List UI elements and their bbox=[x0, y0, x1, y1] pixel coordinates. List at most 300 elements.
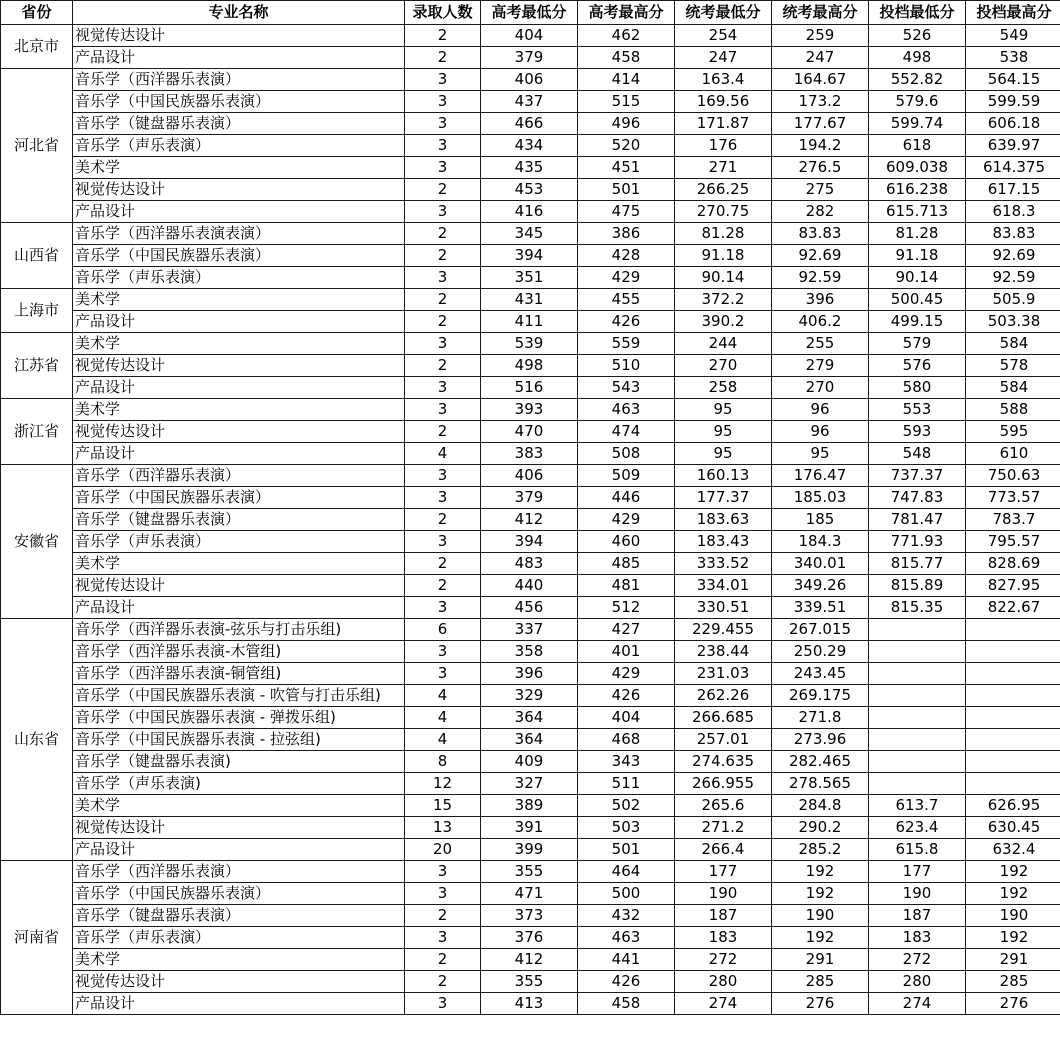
admitted-count-cell: 2 bbox=[405, 25, 481, 47]
table-row bbox=[1, 91, 1060, 113]
major-name-cell: 音乐学（键盘器乐表演） bbox=[73, 509, 405, 531]
table-row bbox=[1, 883, 1060, 905]
province-cell: 安徽省 bbox=[1, 465, 73, 619]
admitted-count-cell: 3 bbox=[405, 113, 481, 135]
admitted-count-cell: 2 bbox=[405, 421, 481, 443]
table-row bbox=[1, 817, 1060, 839]
table-row bbox=[1, 399, 1060, 421]
gaokao-max-cell: 501 bbox=[578, 839, 675, 861]
filing-min-cell bbox=[869, 619, 966, 641]
unified-min-cell: 270.75 bbox=[675, 201, 772, 223]
gaokao-min-cell: 412 bbox=[481, 949, 578, 971]
admitted-count-cell: 6 bbox=[405, 619, 481, 641]
admitted-count-cell: 3 bbox=[405, 927, 481, 949]
filing-min-cell: 177 bbox=[869, 861, 966, 883]
unified-max-cell: 96 bbox=[772, 421, 869, 443]
gaokao-min-cell: 373 bbox=[481, 905, 578, 927]
unified-max-cell: 273.96 bbox=[772, 729, 869, 751]
unified-max-cell: 243.45 bbox=[772, 663, 869, 685]
gaokao-min-cell: 435 bbox=[481, 157, 578, 179]
unified-max-cell: 340.01 bbox=[772, 553, 869, 575]
filing-min-cell: 593 bbox=[869, 421, 966, 443]
unified-min-cell: 266.25 bbox=[675, 179, 772, 201]
major-name-cell: 音乐学（西洋器乐表演） bbox=[73, 465, 405, 487]
gaokao-min-cell: 404 bbox=[481, 25, 578, 47]
unified-max-cell: 270 bbox=[772, 377, 869, 399]
major-name-cell: 音乐学（中国民族器乐表演） bbox=[73, 245, 405, 267]
admitted-count-cell: 3 bbox=[405, 135, 481, 157]
filing-max-cell: 783.7 bbox=[966, 509, 1060, 531]
gaokao-max-cell: 509 bbox=[578, 465, 675, 487]
gaokao-min-cell: 470 bbox=[481, 421, 578, 443]
major-name-cell: 视觉传达设计 bbox=[73, 421, 405, 443]
filing-min-cell: 272 bbox=[869, 949, 966, 971]
filing-min-cell: 90.14 bbox=[869, 267, 966, 289]
filing-min-cell: 580 bbox=[869, 377, 966, 399]
filing-max-cell: 632.4 bbox=[966, 839, 1060, 861]
admitted-count-cell: 2 bbox=[405, 289, 481, 311]
header-admitted-count: 录取人数 bbox=[405, 1, 481, 25]
unified-max-cell: 285.2 bbox=[772, 839, 869, 861]
gaokao-max-cell: 475 bbox=[578, 201, 675, 223]
table-row bbox=[1, 223, 1060, 245]
table-row bbox=[1, 201, 1060, 223]
admitted-count-cell: 2 bbox=[405, 949, 481, 971]
unified-max-cell: 192 bbox=[772, 927, 869, 949]
unified-max-cell: 185.03 bbox=[772, 487, 869, 509]
gaokao-max-cell: 426 bbox=[578, 685, 675, 707]
gaokao-max-cell: 429 bbox=[578, 267, 675, 289]
table-row bbox=[1, 465, 1060, 487]
admitted-count-cell: 2 bbox=[405, 223, 481, 245]
admitted-count-cell: 3 bbox=[405, 487, 481, 509]
unified-max-cell: 406.2 bbox=[772, 311, 869, 333]
unified-max-cell: 190 bbox=[772, 905, 869, 927]
table-row bbox=[1, 729, 1060, 751]
admitted-count-cell: 2 bbox=[405, 311, 481, 333]
table-row bbox=[1, 575, 1060, 597]
unified-max-cell: 92.69 bbox=[772, 245, 869, 267]
gaokao-min-cell: 539 bbox=[481, 333, 578, 355]
gaokao-max-cell: 460 bbox=[578, 531, 675, 553]
gaokao-max-cell: 451 bbox=[578, 157, 675, 179]
gaokao-min-cell: 413 bbox=[481, 993, 578, 1015]
unified-min-cell: 176 bbox=[675, 135, 772, 157]
filing-max-cell: 564.15 bbox=[966, 69, 1060, 91]
gaokao-max-cell: 428 bbox=[578, 245, 675, 267]
unified-max-cell: 276 bbox=[772, 993, 869, 1015]
admitted-count-cell: 4 bbox=[405, 443, 481, 465]
province-cell: 河南省 bbox=[1, 861, 73, 1015]
filing-max-cell: 549 bbox=[966, 25, 1060, 47]
gaokao-min-cell: 399 bbox=[481, 839, 578, 861]
filing-min-cell: 498 bbox=[869, 47, 966, 69]
major-name-cell: 产品设计 bbox=[73, 597, 405, 619]
filing-min-cell bbox=[869, 751, 966, 773]
filing-max-cell: 822.67 bbox=[966, 597, 1060, 619]
gaokao-min-cell: 411 bbox=[481, 311, 578, 333]
admitted-count-cell: 3 bbox=[405, 377, 481, 399]
unified-min-cell: 274.635 bbox=[675, 751, 772, 773]
admitted-count-cell: 3 bbox=[405, 663, 481, 685]
filing-max-cell: 610 bbox=[966, 443, 1060, 465]
gaokao-min-cell: 364 bbox=[481, 729, 578, 751]
major-name-cell: 音乐学（中国民族器乐表演） bbox=[73, 91, 405, 113]
major-name-cell: 音乐学（中国民族器乐表演 - 拉弦组) bbox=[73, 729, 405, 751]
admitted-count-cell: 3 bbox=[405, 531, 481, 553]
unified-min-cell: 330.51 bbox=[675, 597, 772, 619]
unified-min-cell: 190 bbox=[675, 883, 772, 905]
admitted-count-cell: 2 bbox=[405, 179, 481, 201]
table-row bbox=[1, 531, 1060, 553]
major-name-cell: 音乐学（西洋器乐表演-铜管组) bbox=[73, 663, 405, 685]
filing-min-cell bbox=[869, 773, 966, 795]
table-row bbox=[1, 47, 1060, 69]
filing-max-cell: 827.95 bbox=[966, 575, 1060, 597]
filing-min-cell bbox=[869, 663, 966, 685]
filing-max-cell: 190 bbox=[966, 905, 1060, 927]
table-row bbox=[1, 553, 1060, 575]
unified-min-cell: 266.685 bbox=[675, 707, 772, 729]
unified-min-cell: 266.4 bbox=[675, 839, 772, 861]
gaokao-min-cell: 327 bbox=[481, 773, 578, 795]
table-row bbox=[1, 619, 1060, 641]
admitted-count-cell: 2 bbox=[405, 509, 481, 531]
major-name-cell: 视觉传达设计 bbox=[73, 25, 405, 47]
unified-max-cell: 185 bbox=[772, 509, 869, 531]
filing-max-cell bbox=[966, 729, 1060, 751]
unified-min-cell: 183.43 bbox=[675, 531, 772, 553]
table-row bbox=[1, 333, 1060, 355]
province-cell: 浙江省 bbox=[1, 399, 73, 465]
gaokao-max-cell: 501 bbox=[578, 179, 675, 201]
unified-max-cell: 83.83 bbox=[772, 223, 869, 245]
admitted-count-cell: 2 bbox=[405, 355, 481, 377]
table-row bbox=[1, 839, 1060, 861]
table-row bbox=[1, 993, 1060, 1015]
gaokao-max-cell: 543 bbox=[578, 377, 675, 399]
filing-max-cell: 285 bbox=[966, 971, 1060, 993]
gaokao-min-cell: 379 bbox=[481, 47, 578, 69]
major-name-cell: 音乐学（西洋器乐表演表演） bbox=[73, 223, 405, 245]
unified-min-cell: 274 bbox=[675, 993, 772, 1015]
filing-min-cell: 499.15 bbox=[869, 311, 966, 333]
admitted-count-cell: 3 bbox=[405, 91, 481, 113]
gaokao-max-cell: 485 bbox=[578, 553, 675, 575]
unified-max-cell: 282.465 bbox=[772, 751, 869, 773]
gaokao-max-cell: 481 bbox=[578, 575, 675, 597]
filing-min-cell: 599.74 bbox=[869, 113, 966, 135]
unified-max-cell: 291 bbox=[772, 949, 869, 971]
filing-max-cell: 599.59 bbox=[966, 91, 1060, 113]
table-row bbox=[1, 949, 1060, 971]
gaokao-min-cell: 471 bbox=[481, 883, 578, 905]
unified-min-cell: 171.87 bbox=[675, 113, 772, 135]
gaokao-min-cell: 431 bbox=[481, 289, 578, 311]
filing-min-cell bbox=[869, 707, 966, 729]
filing-min-cell: 579.6 bbox=[869, 91, 966, 113]
gaokao-max-cell: 404 bbox=[578, 707, 675, 729]
admitted-count-cell: 20 bbox=[405, 839, 481, 861]
admitted-count-cell: 3 bbox=[405, 157, 481, 179]
gaokao-min-cell: 396 bbox=[481, 663, 578, 685]
unified-max-cell: 177.67 bbox=[772, 113, 869, 135]
province-cell: 山东省 bbox=[1, 619, 73, 861]
filing-max-cell: 614.375 bbox=[966, 157, 1060, 179]
province-cell: 山西省 bbox=[1, 223, 73, 289]
table-row bbox=[1, 377, 1060, 399]
major-name-cell: 音乐学（中国民族器乐表演） bbox=[73, 487, 405, 509]
filing-max-cell: 626.95 bbox=[966, 795, 1060, 817]
table-row bbox=[1, 685, 1060, 707]
filing-max-cell bbox=[966, 685, 1060, 707]
unified-min-cell: 262.26 bbox=[675, 685, 772, 707]
filing-min-cell: 500.45 bbox=[869, 289, 966, 311]
unified-max-cell: 184.3 bbox=[772, 531, 869, 553]
unified-min-cell: 95 bbox=[675, 421, 772, 443]
unified-min-cell: 163.4 bbox=[675, 69, 772, 91]
major-name-cell: 音乐学（中国民族器乐表演 - 吹管与打击乐组) bbox=[73, 685, 405, 707]
filing-min-cell: 747.83 bbox=[869, 487, 966, 509]
table-row bbox=[1, 245, 1060, 267]
gaokao-min-cell: 440 bbox=[481, 575, 578, 597]
major-name-cell: 产品设计 bbox=[73, 201, 405, 223]
filing-max-cell: 617.15 bbox=[966, 179, 1060, 201]
gaokao-min-cell: 466 bbox=[481, 113, 578, 135]
admitted-count-cell: 3 bbox=[405, 201, 481, 223]
unified-min-cell: 270 bbox=[675, 355, 772, 377]
header-filing-min: 投档最低分 bbox=[869, 1, 966, 25]
gaokao-max-cell: 414 bbox=[578, 69, 675, 91]
unified-max-cell: 271.8 bbox=[772, 707, 869, 729]
major-name-cell: 音乐学（西洋器乐表演-弦乐与打击乐组) bbox=[73, 619, 405, 641]
unified-max-cell: 290.2 bbox=[772, 817, 869, 839]
filing-min-cell bbox=[869, 729, 966, 751]
table-row bbox=[1, 971, 1060, 993]
major-name-cell: 美术学 bbox=[73, 553, 405, 575]
admitted-count-cell: 4 bbox=[405, 729, 481, 751]
filing-max-cell: 773.57 bbox=[966, 487, 1060, 509]
unified-max-cell: 194.2 bbox=[772, 135, 869, 157]
filing-max-cell bbox=[966, 773, 1060, 795]
filing-min-cell: 815.35 bbox=[869, 597, 966, 619]
gaokao-min-cell: 409 bbox=[481, 751, 578, 773]
unified-max-cell: 92.59 bbox=[772, 267, 869, 289]
gaokao-max-cell: 386 bbox=[578, 223, 675, 245]
gaokao-max-cell: 515 bbox=[578, 91, 675, 113]
major-name-cell: 产品设计 bbox=[73, 377, 405, 399]
gaokao-max-cell: 432 bbox=[578, 905, 675, 927]
header-gaokao-max: 高考最高分 bbox=[578, 1, 675, 25]
unified-min-cell: 231.03 bbox=[675, 663, 772, 685]
filing-max-cell: 92.59 bbox=[966, 267, 1060, 289]
admitted-count-cell: 2 bbox=[405, 553, 481, 575]
unified-max-cell: 275 bbox=[772, 179, 869, 201]
gaokao-min-cell: 434 bbox=[481, 135, 578, 157]
filing-min-cell: 274 bbox=[869, 993, 966, 1015]
admitted-count-cell: 2 bbox=[405, 245, 481, 267]
gaokao-min-cell: 416 bbox=[481, 201, 578, 223]
unified-min-cell: 187 bbox=[675, 905, 772, 927]
header-unified-max: 统考最高分 bbox=[772, 1, 869, 25]
filing-max-cell: 584 bbox=[966, 333, 1060, 355]
gaokao-min-cell: 394 bbox=[481, 245, 578, 267]
table-row bbox=[1, 69, 1060, 91]
filing-max-cell bbox=[966, 619, 1060, 641]
filing-max-cell bbox=[966, 641, 1060, 663]
table-row bbox=[1, 443, 1060, 465]
table-row bbox=[1, 25, 1060, 47]
table-row bbox=[1, 751, 1060, 773]
table-row bbox=[1, 927, 1060, 949]
unified-max-cell: 192 bbox=[772, 883, 869, 905]
header-row bbox=[1, 1, 1060, 25]
filing-max-cell bbox=[966, 707, 1060, 729]
table-row bbox=[1, 267, 1060, 289]
gaokao-max-cell: 429 bbox=[578, 663, 675, 685]
unified-max-cell: 164.67 bbox=[772, 69, 869, 91]
admitted-count-cell: 3 bbox=[405, 465, 481, 487]
gaokao-min-cell: 516 bbox=[481, 377, 578, 399]
unified-min-cell: 183 bbox=[675, 927, 772, 949]
gaokao-min-cell: 383 bbox=[481, 443, 578, 465]
filing-max-cell: 538 bbox=[966, 47, 1060, 69]
unified-min-cell: 177.37 bbox=[675, 487, 772, 509]
major-name-cell: 视觉传达设计 bbox=[73, 179, 405, 201]
unified-min-cell: 334.01 bbox=[675, 575, 772, 597]
admitted-count-cell: 2 bbox=[405, 905, 481, 927]
major-name-cell: 音乐学（西洋器乐表演） bbox=[73, 69, 405, 91]
major-name-cell: 音乐学（西洋器乐表演-木管组) bbox=[73, 641, 405, 663]
filing-min-cell: 548 bbox=[869, 443, 966, 465]
unified-max-cell: 247 bbox=[772, 47, 869, 69]
table-row bbox=[1, 641, 1060, 663]
filing-min-cell: 609.038 bbox=[869, 157, 966, 179]
major-name-cell: 产品设计 bbox=[73, 311, 405, 333]
admitted-count-cell: 4 bbox=[405, 707, 481, 729]
filing-min-cell: 576 bbox=[869, 355, 966, 377]
unified-max-cell: 95 bbox=[772, 443, 869, 465]
table-row bbox=[1, 861, 1060, 883]
major-name-cell: 美术学 bbox=[73, 289, 405, 311]
unified-min-cell: 169.56 bbox=[675, 91, 772, 113]
gaokao-max-cell: 455 bbox=[578, 289, 675, 311]
unified-max-cell: 276.5 bbox=[772, 157, 869, 179]
unified-max-cell: 285 bbox=[772, 971, 869, 993]
filing-min-cell: 781.47 bbox=[869, 509, 966, 531]
gaokao-min-cell: 391 bbox=[481, 817, 578, 839]
major-name-cell: 美术学 bbox=[73, 157, 405, 179]
major-name-cell: 美术学 bbox=[73, 795, 405, 817]
gaokao-min-cell: 355 bbox=[481, 971, 578, 993]
major-name-cell: 音乐学（中国民族器乐表演） bbox=[73, 883, 405, 905]
filing-min-cell: 771.93 bbox=[869, 531, 966, 553]
gaokao-max-cell: 446 bbox=[578, 487, 675, 509]
unified-max-cell: 349.26 bbox=[772, 575, 869, 597]
admitted-count-cell: 3 bbox=[405, 597, 481, 619]
table-row bbox=[1, 289, 1060, 311]
unified-max-cell: 259 bbox=[772, 25, 869, 47]
table-row bbox=[1, 311, 1060, 333]
table-row bbox=[1, 355, 1060, 377]
filing-max-cell bbox=[966, 751, 1060, 773]
gaokao-max-cell: 502 bbox=[578, 795, 675, 817]
gaokao-max-cell: 500 bbox=[578, 883, 675, 905]
unified-min-cell: 333.52 bbox=[675, 553, 772, 575]
unified-max-cell: 284.8 bbox=[772, 795, 869, 817]
province-cell: 江苏省 bbox=[1, 333, 73, 399]
major-name-cell: 音乐学（声乐表演） bbox=[73, 531, 405, 553]
gaokao-max-cell: 508 bbox=[578, 443, 675, 465]
gaokao-max-cell: 468 bbox=[578, 729, 675, 751]
unified-min-cell: 81.28 bbox=[675, 223, 772, 245]
filing-max-cell: 828.69 bbox=[966, 553, 1060, 575]
gaokao-min-cell: 437 bbox=[481, 91, 578, 113]
gaokao-max-cell: 426 bbox=[578, 311, 675, 333]
gaokao-max-cell: 463 bbox=[578, 927, 675, 949]
unified-min-cell: 265.6 bbox=[675, 795, 772, 817]
filing-max-cell: 588 bbox=[966, 399, 1060, 421]
admitted-count-cell: 3 bbox=[405, 993, 481, 1015]
unified-max-cell: 267.015 bbox=[772, 619, 869, 641]
filing-max-cell: 192 bbox=[966, 861, 1060, 883]
table-row bbox=[1, 157, 1060, 179]
filing-max-cell: 795.57 bbox=[966, 531, 1060, 553]
table-row bbox=[1, 597, 1060, 619]
gaokao-max-cell: 503 bbox=[578, 817, 675, 839]
unified-max-cell: 282 bbox=[772, 201, 869, 223]
filing-min-cell bbox=[869, 685, 966, 707]
unified-max-cell: 396 bbox=[772, 289, 869, 311]
filing-min-cell: 615.713 bbox=[869, 201, 966, 223]
gaokao-min-cell: 453 bbox=[481, 179, 578, 201]
filing-max-cell: 639.97 bbox=[966, 135, 1060, 157]
filing-max-cell: 276 bbox=[966, 993, 1060, 1015]
gaokao-min-cell: 337 bbox=[481, 619, 578, 641]
gaokao-max-cell: 464 bbox=[578, 861, 675, 883]
filing-min-cell: 183 bbox=[869, 927, 966, 949]
filing-min-cell: 579 bbox=[869, 333, 966, 355]
table-row bbox=[1, 707, 1060, 729]
admitted-count-cell: 13 bbox=[405, 817, 481, 839]
unified-min-cell: 254 bbox=[675, 25, 772, 47]
gaokao-min-cell: 355 bbox=[481, 861, 578, 883]
admitted-count-cell: 2 bbox=[405, 971, 481, 993]
gaokao-min-cell: 498 bbox=[481, 355, 578, 377]
admitted-count-cell: 12 bbox=[405, 773, 481, 795]
filing-max-cell: 503.38 bbox=[966, 311, 1060, 333]
unified-min-cell: 272 bbox=[675, 949, 772, 971]
major-name-cell: 美术学 bbox=[73, 949, 405, 971]
filing-min-cell: 190 bbox=[869, 883, 966, 905]
header-major: 专业名称 bbox=[73, 1, 405, 25]
filing-max-cell: 92.69 bbox=[966, 245, 1060, 267]
unified-max-cell: 339.51 bbox=[772, 597, 869, 619]
gaokao-max-cell: 429 bbox=[578, 509, 675, 531]
table-row bbox=[1, 795, 1060, 817]
table-row bbox=[1, 905, 1060, 927]
unified-min-cell: 244 bbox=[675, 333, 772, 355]
unified-max-cell: 255 bbox=[772, 333, 869, 355]
admitted-count-cell: 2 bbox=[405, 575, 481, 597]
admitted-count-cell: 3 bbox=[405, 399, 481, 421]
unified-min-cell: 372.2 bbox=[675, 289, 772, 311]
gaokao-min-cell: 329 bbox=[481, 685, 578, 707]
unified-max-cell: 176.47 bbox=[772, 465, 869, 487]
major-name-cell: 产品设计 bbox=[73, 993, 405, 1015]
filing-max-cell: 595 bbox=[966, 421, 1060, 443]
unified-max-cell: 96 bbox=[772, 399, 869, 421]
